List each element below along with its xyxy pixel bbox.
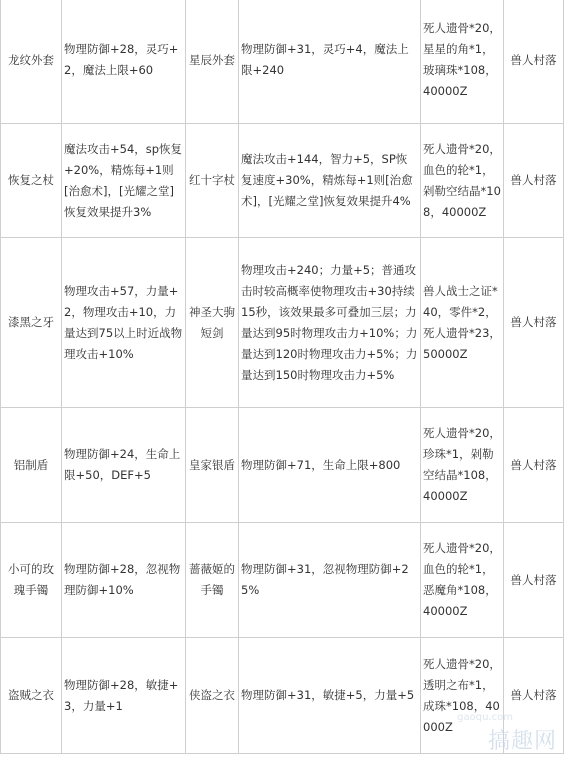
location: 兽人村落 — [504, 238, 564, 408]
location: 兽人村落 — [504, 638, 564, 754]
table-row — [1, 124, 564, 238]
table-row — [1, 638, 564, 754]
item-name: 铝制盾 — [1, 408, 62, 523]
upgrade-name: 皇家银盾 — [186, 408, 239, 523]
upgrade-name: 神圣大驹短剑 — [186, 238, 239, 408]
item-effect: 物理防御+28，忽视物理防御+10% — [62, 523, 186, 638]
table-row — [1, 408, 564, 523]
upgrade-effect: 物理防御+71，生命上限+800 — [239, 408, 421, 523]
watermark-logo: 搞趣网 — [487, 729, 557, 754]
upgrade-effect: 物理防御+31，忽视物理防御+25% — [239, 523, 421, 638]
upgrade-name: 蔷薇姬的手镯 — [186, 523, 239, 638]
item-effect: 物理攻击+57，力量+2，物理攻击+10，力量达到75以上时近战物理攻击+10% — [62, 238, 186, 408]
item-name: 小可的玫瑰手镯 — [1, 523, 62, 638]
location: 兽人村落 — [504, 408, 564, 523]
watermark-url: gaoqu.com — [457, 712, 513, 723]
location: 兽人村落 — [504, 0, 564, 124]
item-effect: 物理防御+28，灵巧+2，魔法上限+60 — [62, 0, 186, 124]
upgrade-effect: 魔法攻击+144，智力+5，SP恢复速度+30%，精炼每+1则[治愈术]，[光耀之堂]恢复效果提升4% — [239, 124, 421, 238]
item-name: 恢复之杖 — [1, 124, 62, 238]
upgrade-materials: 死人遗骨*20，珍珠*1，剁勒空结晶*108，40000Z — [421, 408, 504, 523]
upgrade-name: 侠盗之衣 — [186, 638, 239, 754]
item-name: 龙纹外套 — [1, 0, 62, 124]
upgrade-materials: 死人遗骨*20，血色的轮*1，剁勒空结晶*108，40000Z — [421, 124, 504, 238]
item-effect: 物理防御+24，生命上限+50，DEF+5 — [62, 408, 186, 523]
location: 兽人村落 — [504, 124, 564, 238]
upgrade-materials: 死人遗骨*20，血色的轮*1，恶魔角*108，40000Z — [421, 523, 504, 638]
location: 兽人村落 — [504, 523, 564, 638]
upgrade-materials: 死人遗骨*20，透明之布*1，成珠*108，40000Z — [421, 638, 504, 754]
table-row — [1, 523, 564, 638]
upgrade-materials: 死人遗骨*20，星星的角*1，玻璃珠*108，40000Z — [421, 0, 504, 124]
item-effect: 物理防御+28，敏捷+3，力量+1 — [62, 638, 186, 754]
item-name: 盗贼之衣 — [1, 638, 62, 754]
upgrade-name: 红十字杖 — [186, 124, 239, 238]
item-name: 漆黑之牙 — [1, 238, 62, 408]
upgrade-name: 星辰外套 — [186, 0, 239, 124]
upgrade-effect: 物理攻击+240；力量+5；普通攻击时较高概率使物理攻击+30持续15秒，该效果最多可叠加三层；力量达到95时物理攻击力+10%；力量达到120时物理攻击力+5%；力量达到150时物理攻击力+5% — [239, 238, 421, 408]
table-row — [1, 0, 564, 124]
upgrade-materials: 兽人战士之证*40，零件*2，死人遗骨*23，50000Z — [421, 238, 504, 408]
table-row — [1, 238, 564, 408]
item-effect: 魔法攻击+54，sp恢复+20%，精炼每+1则[治愈术]，[光耀之堂]恢复效果提升3% — [62, 124, 186, 238]
upgrade-effect: 物理防御+31，灵巧+4，魔法上限+240 — [239, 0, 421, 124]
upgrade-effect: 物理防御+31，敏捷+5，力量+5 — [239, 638, 421, 754]
